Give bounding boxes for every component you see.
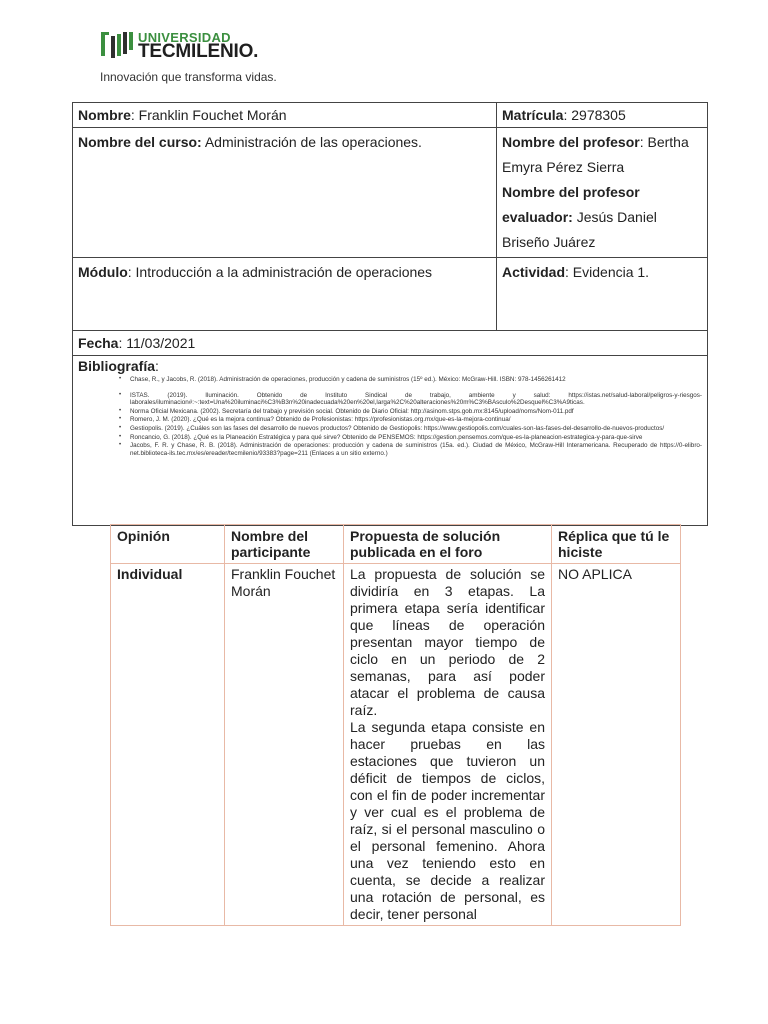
enrollment-cell bbox=[497, 103, 708, 128]
professor-value: : Bertha Emyra Pérez Sierra bbox=[502, 134, 689, 175]
professor-label: Nombre del profesor bbox=[502, 134, 640, 150]
proposal-cell bbox=[344, 564, 552, 926]
logo-brand-text: TECMILENIO. bbox=[138, 41, 259, 62]
professor-cell bbox=[497, 128, 708, 258]
evaluator-label: Nombre del profesor evaluador: bbox=[502, 184, 640, 225]
student-info-table bbox=[72, 102, 708, 526]
module-label: Módulo bbox=[78, 264, 128, 280]
logo-tagline: Innovación que transforma vidas. bbox=[100, 70, 277, 84]
proposal-paragraph: La propuesta de solución se dividiría en 3 etapas. La primera etapa sería identificar que líneas de operación presentan mayor tiempo de ciclo en un periodo de 2 semanas, para así poder atacar el problema de causa raíz. bbox=[350, 566, 545, 718]
opinion-cell: Individual bbox=[111, 564, 225, 926]
student-name-label: Nombre bbox=[78, 107, 131, 123]
module-value: : Introducción a la administración de operaciones bbox=[127, 264, 433, 280]
bibliography-item: • ISTAS. (2019). Iluminación. Obtenido de Instituto Sindical de trabajo, ambiente y salud: https://istas.net/salud-laboral/peligros-y-riesgos-laborales/iluminacion#:~:text=Una%20iluminaci%C3%B3n%20inadecuada%20en%20el,larga%2C%20alteraciones%20m%C3%BAsculo%2Desquel%C3%A9ticas. bbox=[130, 392, 702, 407]
course-value: Administración de las operaciones. bbox=[201, 134, 422, 150]
reply-cell: NO APLICA bbox=[552, 564, 681, 926]
bibliography-cell bbox=[73, 356, 708, 526]
proposal-paragraph: La segunda etapa consiste en hacer pruebas en las estaciones que tuvieron un déficit de tiempos de ciclos, con el fin de poder incrementar y ver cual es el problema de raíz, si el personal masculino o el personal femenino. Ahora una vez teniendo esto en cuenta, se decide a realizar una rotación de personal, es decir, tener personal bbox=[350, 719, 545, 922]
table-row bbox=[111, 564, 681, 926]
bibliography-item: • Norma Oficial Mexicana. (2002). Secretaría del trabajo y previsión social. Obtenido de Diario Oficial: http://asinom.stps.gob.mx:8145/upload/noms/Nom-011.pdf bbox=[130, 408, 702, 416]
course-cell bbox=[73, 128, 497, 258]
tecmilenio-logo-icon bbox=[100, 30, 134, 60]
student-name-value: : Franklin Fouchet Morán bbox=[130, 107, 287, 123]
participant-cell: Franklin Fouchet Morán bbox=[225, 564, 344, 926]
module-cell bbox=[73, 258, 497, 331]
forum-header-row bbox=[111, 525, 681, 564]
header-proposal: Propuesta de solución publicada en el foro bbox=[344, 525, 552, 564]
header-opinion: Opinión bbox=[111, 525, 225, 564]
forum-activity-table bbox=[110, 524, 681, 926]
logo-university-text: UNIVERSIDAD bbox=[138, 30, 231, 45]
activity-label: Actividad bbox=[502, 264, 566, 280]
date-cell bbox=[73, 331, 708, 356]
header-reply: Réplica que tú le hiciste bbox=[552, 525, 681, 564]
bibliography-item: • Gestiopolis. (2019). ¿Cuáles son las fases del desarrollo de nuevos productos? Obtenido de Gestiopolis: https://www.gestiopolis.com/cuales-son-las-fases-del-desarrollo-de-nuevos-productos/ bbox=[130, 425, 702, 433]
date-value: : 11/03/2021 bbox=[118, 335, 196, 351]
bibliography-heading bbox=[78, 358, 702, 374]
bibliography-label: Bibliografía bbox=[78, 358, 156, 374]
date-label: Fecha bbox=[78, 335, 119, 351]
enrollment-value: : 2978305 bbox=[563, 107, 626, 123]
header-participant: Nombre del participante bbox=[225, 525, 344, 564]
student-name-cell bbox=[73, 103, 497, 128]
enrollment-label: Matrícula bbox=[502, 107, 564, 123]
bibliography-item: • Chase, R., y Jacobs, R. (2018). Administración de operaciones, producción y cadena de suministros (15º ed.). México: McGraw-Hill. ISBN: 978-1456261412 bbox=[130, 376, 702, 384]
bibliography-item: • Roncancio, G. (2018). ¿Qué es la Planeación Estratégica y para qué sirve? Obtenido de PENSEMOS: https://gestion.pensemos.com/que-es-la-planeacion-estrategica-y-para-que-sirve bbox=[130, 434, 702, 442]
activity-value: : Evidencia 1. bbox=[565, 264, 650, 280]
bibliography-item: • Romero, J. M. (2020). ¿Qué es la mejora continua? Obtenido de Profesionistas: https://profesionistas.org.mx/que-es-la-mejora-continua/ bbox=[130, 416, 702, 424]
bibliography-list bbox=[78, 376, 702, 457]
bibliography-colon: : bbox=[155, 358, 159, 374]
course-label: Nombre del curso: bbox=[78, 134, 202, 150]
bibliography-item: • Jacobs, F. R. y Chase, R. B. (2018). Administración de operaciones: producción y cadena de suministros (15a. ed.). Ciudad de México, McGraw-Hill Interamericana. Recuperado de https://0-elibro-net.biblioteca-ils.tec.mx/es/ereader/tecmilenio/93383?page=211 (Enlaces a un sitio externo.) bbox=[130, 442, 702, 457]
evaluator-value: Jesús Daniel Briseño Juárez bbox=[502, 209, 657, 250]
activity-cell bbox=[497, 258, 708, 331]
